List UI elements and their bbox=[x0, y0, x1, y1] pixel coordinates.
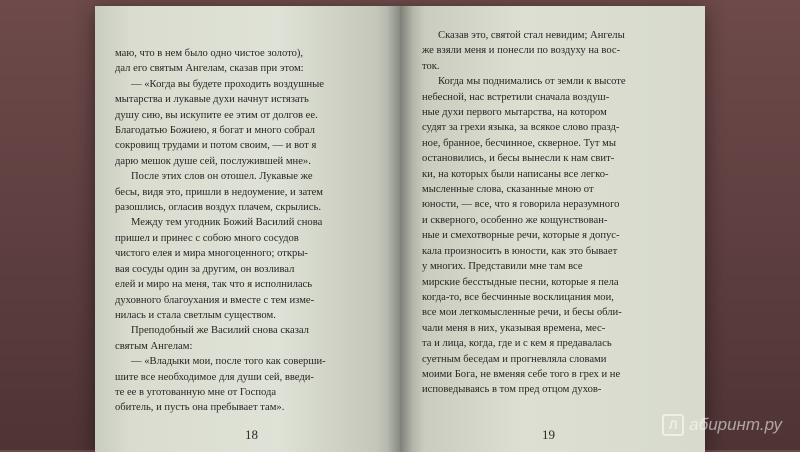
text-line: мысленные слова, сказанные мною от bbox=[422, 184, 594, 196]
text-line: ные и смехотворные речи, которые я допус- bbox=[422, 230, 620, 242]
text-line: святым Ангелам: bbox=[115, 340, 193, 352]
text-line: суетным беседам и прогневляла словами bbox=[422, 353, 607, 365]
text-line: Благодатью Божиею, я богат и много собрал bbox=[115, 125, 315, 137]
open-book bbox=[95, 6, 705, 452]
text-line: дал его святым Ангелам, сказав при этом: bbox=[115, 63, 304, 75]
text-line: пришел и принес с собою много сосудов bbox=[115, 232, 299, 244]
text-line: Между тем угодник Божий Василий снова bbox=[131, 217, 323, 229]
text-line: Когда мы поднимались от земли к высоте bbox=[438, 76, 626, 88]
text-line: После этих слов он отошел. Лукавые же bbox=[131, 171, 313, 183]
text-line: моими Бога, не вменяя себе того в грех и не bbox=[422, 368, 621, 380]
text-line: сокровищ трудами и потом своим, — и вот я bbox=[115, 140, 317, 152]
text-line: Преподобный же Василий снова сказал bbox=[131, 325, 309, 337]
text-line: остановились, и бесы вынесли к нам свит- bbox=[422, 153, 615, 165]
left-page-number: 18 bbox=[245, 426, 258, 442]
text-line: ток. bbox=[422, 60, 440, 72]
text-line: судят за грехи языка, за всякое слово празд- bbox=[422, 122, 620, 134]
text-line: маю, что в нем было одно чистое золото), bbox=[115, 48, 304, 59]
text-line: те ее в уготованную мне от Господа bbox=[115, 386, 277, 398]
text-line: разошлись, огласив воздух плачем, скрылись. bbox=[115, 202, 321, 214]
right-page-number: 19 bbox=[542, 426, 555, 442]
text-line: ки, на которых были написаны все легко- bbox=[422, 168, 609, 180]
text-line: духовного благоухания и вместе с тем изме- bbox=[115, 294, 315, 306]
right-page-text bbox=[422, 28, 687, 398]
text-line: мирские бесстыдные песни, которые я пела bbox=[422, 276, 619, 288]
left-page bbox=[95, 6, 400, 452]
text-line: юности, — все, что я говорила неразумного bbox=[422, 199, 620, 211]
text-line: ное, бранное, бесчинное, скверное. Тут мы bbox=[422, 137, 616, 149]
text-line: бесы, видя это, пришли в недоумение, и затем bbox=[115, 186, 323, 198]
text-line: когда-то, все бесчинные восклицания мои, bbox=[422, 291, 614, 303]
text-line: шите все необходимое для души сей, введи- bbox=[115, 371, 314, 383]
text-line: вая сосуды один за другим, он возливал bbox=[115, 263, 295, 275]
text-line: исповедываясь в том пред отцом духов- bbox=[422, 384, 602, 396]
text-line: все мои легкомысленные речи, и бесы обли- bbox=[422, 307, 622, 319]
text-line: мытарства и лукавые духи начнут истязать bbox=[115, 94, 309, 106]
text-line: чали меня в них, указывая времена, мес- bbox=[422, 322, 606, 334]
text-line: чистого елея и мира многоценного; откры- bbox=[115, 248, 308, 260]
text-line: у многих. Представили мне там все bbox=[422, 261, 583, 273]
text-line: и скверного, особенно же кощунствован- bbox=[422, 214, 608, 226]
text-line: елей и миро на меня, так что я исполнилась bbox=[115, 279, 313, 291]
watermark bbox=[662, 414, 782, 436]
text-line: Сказав это, святой стал невидим; Ангелы bbox=[438, 30, 625, 41]
text-line: нилась и стала светлым существом. bbox=[115, 309, 276, 321]
text-line: кала произносить в юности, как это бывает bbox=[422, 245, 618, 257]
text-line: же взяли меня и понесли по воздуху на вос- bbox=[422, 45, 621, 57]
text-line: обитель, и пусть она пребывает там». bbox=[115, 402, 285, 414]
text-line: — «Владыки мои, после того как соверши- bbox=[131, 356, 326, 368]
text-line: — «Когда вы будете проходить воздушные bbox=[131, 78, 324, 90]
text-line: дарю мешок душе сей, послужившей мне». bbox=[115, 155, 311, 167]
text-line: ные духи первого мытарства, на котором bbox=[422, 107, 607, 119]
text-line: та и лица, когда, где и с кем я предавалась bbox=[422, 338, 612, 350]
labirint-logo-icon: Л bbox=[662, 414, 684, 436]
right-page bbox=[400, 6, 705, 452]
text-line: небесной, нас встретили сначала воздуш- bbox=[422, 91, 610, 103]
left-page-text bbox=[115, 46, 382, 416]
text-line: душу сию, вы искупите ее этим от долгов ее. bbox=[115, 109, 318, 121]
watermark-text: абиринт.ру bbox=[689, 415, 782, 434]
